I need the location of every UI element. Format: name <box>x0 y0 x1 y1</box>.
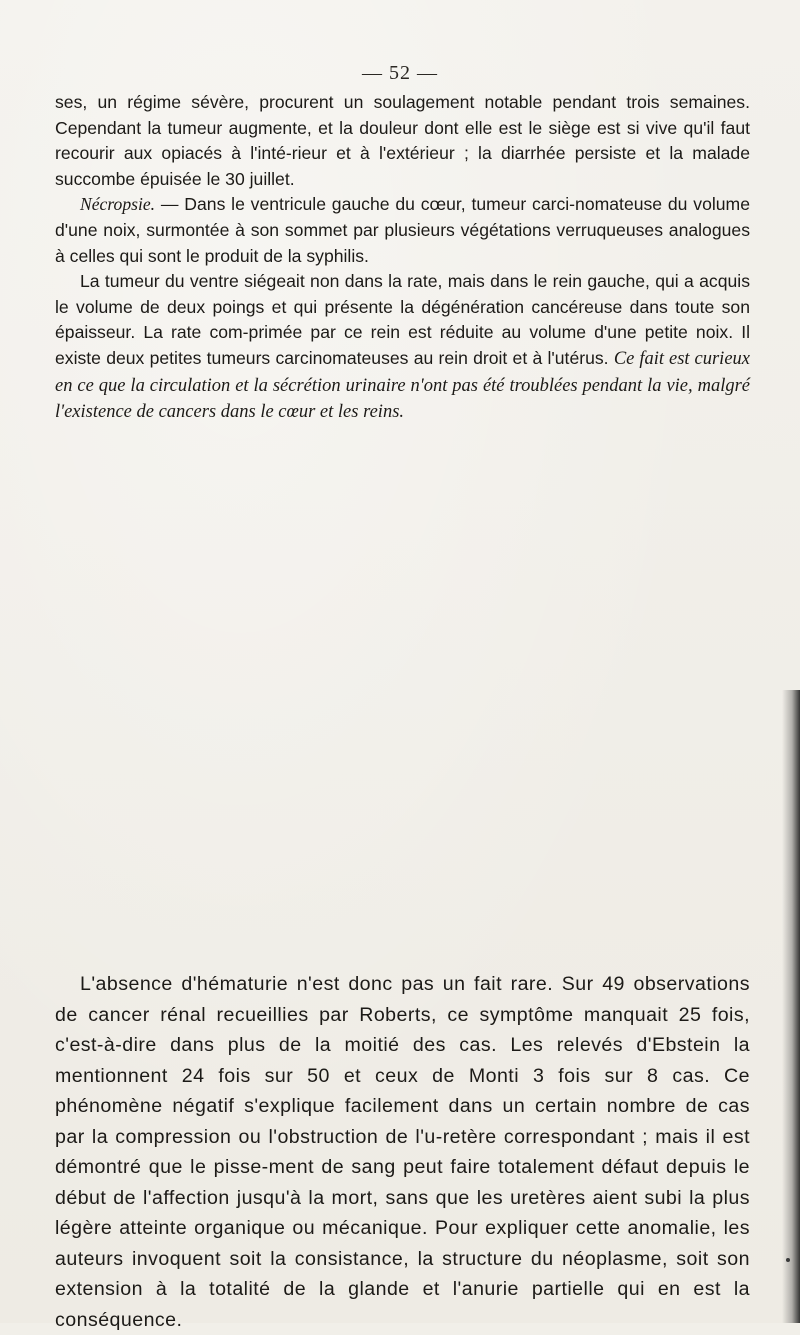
findings-conclusion: Ce fait est curieux en ce que la circulation et la sécrétion urinaire n'ont pas été troublées pendant la vie, malgré l'existence de cancers dans le cœur et les reins. <box>55 348 750 423</box>
case-continuation-paragraph: ses, un régime sévère, procurent un soulagement notable pendant trois semaines. Cependant la tumeur augmente, et la douleur dont elle est le siège est si vive qu'il faut recourir aux opiacés à l'inté-rieur et à l'extérieur ; la diarrhée persiste et la malade succombe épuisée le 30 juillet. <box>55 92 750 189</box>
necropsy-heading: Nécropsie. <box>80 194 156 215</box>
binding-shadow <box>782 690 800 1323</box>
main-paragraph: L'absence d'hématurie n'est donc pas un fait rare. Sur 49 observations de cancer rénal recueillies par Roberts, ce symptôme manquait 25 fois, c'est-à-dire dans plus de la moitié des cas. Les relevés d'Ebstein la mentionnent 24 fois sur 50 et ceux de Monti 3 fois sur 8 cas. Ce phénomène négatif s'explique facilement dans un certain nombre de cas par la compression ou l'obstruction de l'u-retère correspondant ; mais il est démontré que le pisse-ment de sang peut faire totalement défaut depuis le début de l'affection jusqu'à la mort, sans que les uretères aient subi la plus légère atteinte organique ou mécanique. Pour expliquer cette anomalie, les auteurs invoquent soit la consistance, la structure du néoplasme, soit son extension à la totalité de la glande et l'anurie partielle qui en est la conséquence. <box>55 973 750 1331</box>
main-text-block <box>55 969 750 1335</box>
findings-text: La tumeur du ventre siégeait non dans la rate, mais dans le rein gauche, qui a acquis le volume de deux poings et qui présente la dégénération cancéreuse dans toute son épaisseur. La rate com-primée par ce rein est réduite au volume d'une petite noix. Il existe deux petites tumeurs carcinomateuses au rein droit et à l'utérus. <box>55 271 750 368</box>
ink-speck <box>786 1258 790 1262</box>
necropsy-text: — Dans le ventricule gauche du cœur, tumeur carci-nomateuse du volume d'une noix, surmontée à son sommet par plusieurs végétations verruqueuses analogues à celles qui sont le produit de la syphilis. <box>55 194 750 266</box>
necropsy-paragraph <box>55 192 750 269</box>
case-report-block <box>55 90 750 426</box>
findings-paragraph <box>55 269 750 426</box>
page-number: — 52 — <box>362 62 438 84</box>
